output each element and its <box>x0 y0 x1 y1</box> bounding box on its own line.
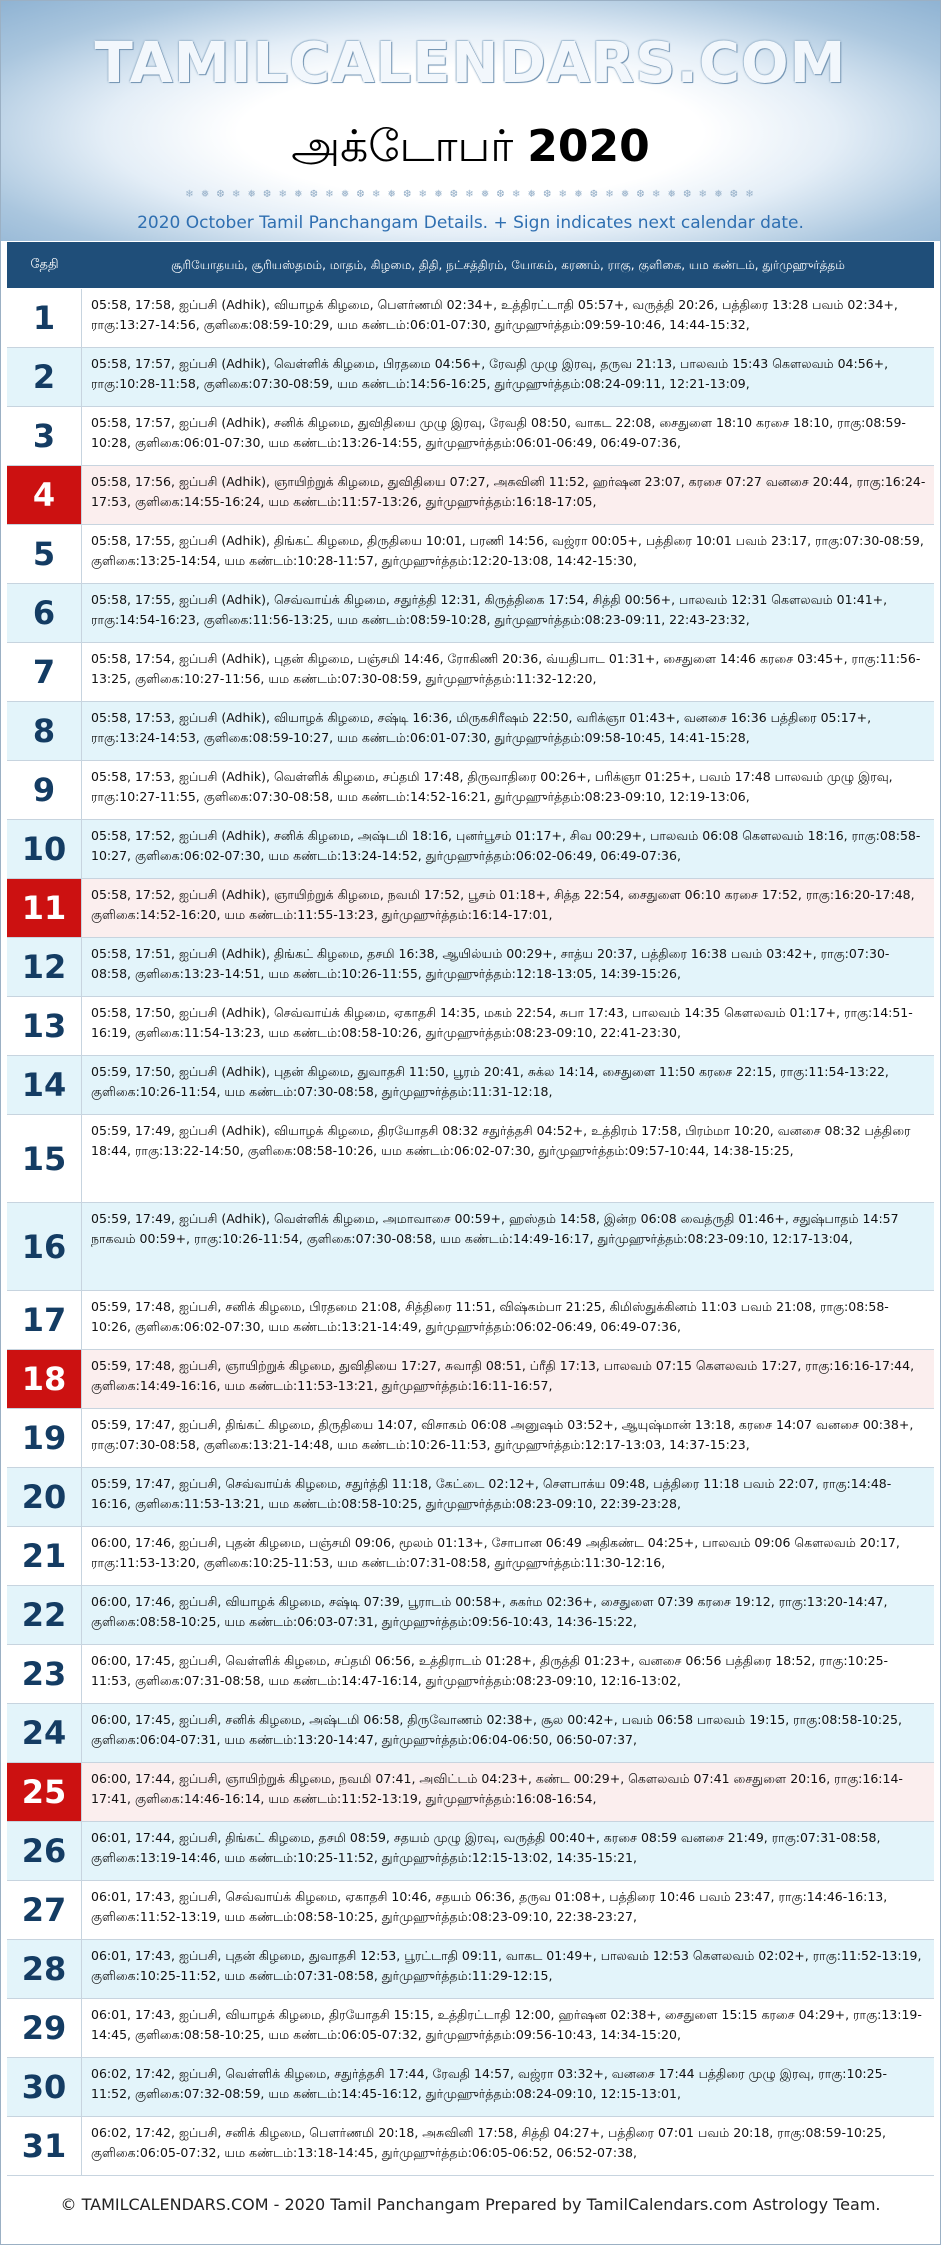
table-row <box>7 1645 934 1704</box>
date-cell: 24 <box>7 1704 82 1762</box>
table-row <box>7 289 934 348</box>
table-row <box>7 1527 934 1586</box>
details-cell: 05:59, 17:49, ஐப்பசி (Adhik), வெள்ளிக் கிழமை, அமாவாசை 00:59+, ஹஸ்தம் 14:58, இன்ற 06:08 வைத்ருதி 01:46+, சதுஷ்பாதம் 14:57 நாகவம் 00:59+, ராகு:10:26-11:54, குளிகை:07:30-08:58, யம கண்டம்:14:49-16:17, துர்முஹுர்த்தம்:08:23-09:10, 12:17-13:04, <box>91 1211 899 1246</box>
column-header-date: தேதி <box>30 257 59 272</box>
details-cell: 06:01, 17:43, ஐப்பசி, செவ்வாய்க் கிழமை, ஏகாதசி 10:46, சதயம் 06:36, தருவ 01:08+, பத்திரை 10:46 பவம் 23:47, ராகு:14:46-16:13, குளிகை:11:52-13:19, யம கண்டம்:08:58-10:25, துர்முஹுர்த்தம்:08:23-09:10, 22:38-23:27, <box>91 1889 888 1924</box>
date-cell: 18 <box>7 1350 82 1408</box>
table-row <box>7 1409 934 1468</box>
table-row <box>7 348 934 407</box>
page-title <box>1 121 940 178</box>
date-cell: 16 <box>7 1203 82 1290</box>
table-row <box>7 1940 934 1999</box>
table-row <box>7 1586 934 1645</box>
details-cell: 05:58, 17:53, ஐப்பசி (Adhik), வியாழக் கிழமை, சஷ்டி 16:36, மிருகசிரீஷம் 22:50, வரிக்ஞா 01:43+, வனசை 16:36 பத்திரை 05:17+, ராகு:13:24-14:53, குளிகை:08:59-10:27, யம கண்டம்:06:01-07:30, துர்முஹுர்த்தம்:09:58-10:45, 14:41-15:28, <box>91 710 872 745</box>
date-cell: 17 <box>7 1291 82 1349</box>
details-cell: 05:58, 17:55, ஐப்பசி (Adhik), செவ்வாய்க் கிழமை, சதுர்த்தி 12:31, கிருத்திகை 17:54, சித்தி 00:56+, பாலவம் 12:31 கௌலவம் 01:41+, ராகு:14:54-16:23, குளிகை:11:56-13:25, யம கண்டம்:08:59-10:28, துர்முஹுர்த்தம்:08:23-09:11, 22:43-23:32, <box>91 592 888 627</box>
date-cell: 13 <box>7 997 82 1055</box>
table-row <box>7 407 934 466</box>
details-cell: 05:58, 17:56, ஐப்பசி (Adhik), ஞாயிற்றுக் கிழமை, துவிதியை 07:27, அசுவினி 11:52, ஹர்ஷன 23:07, கரசை 07:27 வனசை 20:44, ராகு:16:24-17:53, குளிகை:14:55-16:24, யம கண்டம்:11:57-13:26, துர்முஹுர்த்தம்:16:18-17:05, <box>91 474 926 509</box>
details-cell: 05:59, 17:49, ஐப்பசி (Adhik), வியாழக் கிழமை, திரயோதசி 08:32 சதுர்த்தசி 04:52+, உத்திரம் 17:58, பிரம்மா 10:20, வனசை 08:32 பத்திரை 18:44, ராகு:13:22-14:50, குளிகை:08:58-10:26, யம கண்டம்:06:02-07:30, துர்முஹுர்த்தம்:09:57-10:44, 14:38-15:25, <box>91 1123 911 1158</box>
details-cell: 06:00, 17:45, ஐப்பசி, சனிக் கிழமை, அஷ்டமி 06:58, திருவோணம் 02:38+, சூல 00:42+, பவம் 06:58 பாலவம் 19:15, ராகு:08:58-10:25, குளிகை:06:04-07:31, யம கண்டம்:13:20-14:47, துர்முஹுர்த்தம்:06:04-06:50, 06:50-07:37, <box>91 1712 902 1747</box>
date-cell: 30 <box>7 2058 82 2116</box>
date-cell: 6 <box>7 584 82 642</box>
details-cell: 05:59, 17:47, ஐப்பசி, திங்கட் கிழமை, திருதியை 14:07, விசாகம் 06:08 அனுஷம் 03:52+, ஆயுஷ்மான் 13:18, கரசை 14:07 வனசை 00:38+, ராகு:07:30-08:58, குளிகை:13:21-14:48, யம கண்டம்:10:26-11:53, துர்முஹுர்த்தம்:12:17-13:03, 14:37-15:23, <box>91 1417 914 1452</box>
date-cell: 15 <box>7 1115 82 1202</box>
date-cell: 31 <box>7 2117 82 2175</box>
details-cell: 06:00, 17:45, ஐப்பசி, வெள்ளிக் கிழமை, சப்தமி 06:56, உத்திராடம் 01:28+, திருத்தி 01:23+, வனசை 06:56 பத்திரை 18:52, ராகு:10:25-11:53, குளிகை:07:31-08:58, யம கண்டம்:14:47-16:14, துர்முஹுர்த்தம்:08:23-09:10, 12:16-13:02, <box>91 1653 889 1688</box>
table-row <box>7 2117 934 2176</box>
table-row <box>7 1704 934 1763</box>
date-cell: 9 <box>7 761 82 819</box>
date-cell: 11 <box>7 879 82 937</box>
month-name: அக்டோபர் <box>291 121 514 172</box>
table-row <box>7 702 934 761</box>
details-cell: 06:02, 17:42, ஐப்பசி, வெள்ளிக் கிழமை, சதுர்த்தசி 17:44, ரேவதி 14:57, வஜ்ரா 03:32+, வனசை 17:44 பத்திரை முழு இரவு, ராகு:10:25-11:52, குளிகை:07:32-08:59, யம கண்டம்:14:45-16:12, துர்முஹுர்த்தம்:08:24-09:10, 12:15-13:01, <box>91 2066 888 2101</box>
details-cell: 05:58, 17:50, ஐப்பசி (Adhik), செவ்வாய்க் கிழமை, ஏகாதசி 14:35, மகம் 22:54, சுபா 17:43, பாலவம் 14:35 கௌலவம் 01:17+, ராகு:14:51-16:19, குளிகை:11:54-13:23, யம கண்டம்:08:58-10:26, துர்முஹுர்த்தம்:08:23-09:10, 22:41-23:30, <box>91 1005 913 1040</box>
table-row <box>7 1056 934 1115</box>
details-cell: 05:58, 17:54, ஐப்பசி (Adhik), புதன் கிழமை, பஞ்சமி 14:46, ரோகிணி 20:36, வ்யதிபாட 01:31+, சைதுளை 14:46 கரசை 03:45+, ராகு:11:56-13:25, குளிகை:10:27-11:56, யம கண்டம்:07:30-08:59, துர்முஹுர்த்தம்:11:32-12:20, <box>91 651 921 686</box>
table-row <box>7 1115 934 1203</box>
header-banner <box>1 1 940 241</box>
table-row <box>7 761 934 820</box>
date-cell: 26 <box>7 1822 82 1880</box>
table-row <box>7 1881 934 1940</box>
details-cell: 06:00, 17:44, ஐப்பசி, ஞாயிற்றுக் கிழமை, நவமி 07:41, அவிட்டம் 04:23+, கண்ட 00:29+, கௌலவம் 07:41 சைதுளை 20:16, ராகு:16:14-17:41, குளிகை:14:46-16:14, யம கண்டம்:11:52-13:19, துர்முஹுர்த்தம்:16:08-16:54, <box>91 1771 903 1806</box>
footer-copyright: © TAMILCALENDARS.COM - 2020 Tamil Panchangam Prepared by TamilCalendars.com Astrology Team. <box>60 2195 881 2214</box>
date-cell: 28 <box>7 1940 82 1998</box>
date-cell: 10 <box>7 820 82 878</box>
date-cell: 20 <box>7 1468 82 1526</box>
details-cell: 06:01, 17:44, ஐப்பசி, திங்கட் கிழமை, தசமி 08:59, சதயம் முழு இரவு, வருத்தி 00:40+, கரசை 08:59 வனசை 21:49, ராகு:07:31-08:58, குளிகை:13:19-14:46, யம கண்டம்:10:25-11:52, துர்முஹுர்த்தம்:12:15-13:02, 14:35-15:21, <box>91 1830 881 1865</box>
table-row <box>7 879 934 938</box>
details-cell: 05:58, 17:57, ஐப்பசி (Adhik), வெள்ளிக் கிழமை, பிரதமை 04:56+, ரேவதி முழு இரவு, தருவ 21:13, பாலவம் 15:43 கௌலவம் 04:56+, ராகு:10:28-11:58, குளிகை:07:30-08:59, யம கண்டம்:14:56-16:25, துர்முஹுர்த்தம்:08:24-09:11, 12:21-13:09, <box>91 356 889 391</box>
date-cell: 27 <box>7 1881 82 1939</box>
table-row <box>7 584 934 643</box>
date-cell: 5 <box>7 525 82 583</box>
details-cell: 05:59, 17:47, ஐப்பசி, செவ்வாய்க் கிழமை, சதுர்த்தி 11:18, கேட்டை 02:12+, சௌபாக்ய 09:48, பத்திரை 11:18 பவம் 22:07, ராகு:14:48-16:16, குளிகை:11:53-13:21, யம கண்டம்:08:58-10:25, துர்முஹுர்த்தம்:08:23-09:10, 22:39-23:28, <box>91 1476 892 1511</box>
table-row <box>7 997 934 1056</box>
details-cell: 06:02, 17:42, ஐப்பசி, சனிக் கிழமை, பௌர்ணமி 20:18, அசுவினி 17:58, சித்தி 04:27+, பத்திரை 07:01 பவம் 20:18, ராகு:08:59-10:25, குளிகை:06:05-07:32, யம கண்டம்:13:18-14:45, துர்முஹுர்த்தம்:06:05-06:52, 06:52-07:38, <box>91 2125 887 2160</box>
date-cell: 8 <box>7 702 82 760</box>
date-cell: 1 <box>7 289 82 347</box>
date-cell: 7 <box>7 643 82 701</box>
table-header <box>7 242 934 288</box>
page-subtitle: 2020 October Tamil Panchangam Details. + Sign indicates next calendar date. <box>137 213 804 233</box>
table-row <box>7 1999 934 2058</box>
details-cell: 05:58, 17:57, ஐப்பசி (Adhik), சனிக் கிழமை, துவிதியை முழு இரவு, ரேவதி 08:50, வாகட 22:08, சைதுளை 18:10 கரசை 18:10, ராகு:08:59-10:28, குளிகை:06:01-07:30, யம கண்டம்:13:26-14:55, துர்முஹுர்த்தம்:06:01-06:49, 06:49-07:36, <box>91 415 906 450</box>
details-cell: 06:01, 17:43, ஐப்பசி, புதன் கிழமை, துவாதசி 12:53, பூரட்டாதி 09:11, வாகட 01:49+, பாலவம் 12:53 கௌலவம் 02:02+, ராகு:11:52-13:19, குளிகை:10:25-11:52, யம கண்டம்:07:31-08:58, துர்முஹுர்த்தம்:11:29-12:15, <box>91 1948 922 1983</box>
details-cell: 05:58, 17:51, ஐப்பசி (Adhik), திங்கட் கிழமை, தசமி 16:38, ஆயில்யம் 00:29+, சாத்ய 20:37, பத்திரை 16:38 பவம் 03:42+, ராகு:07:30-08:58, குளிகை:13:23-14:51, யம கண்டம்:10:26-11:55, துர்முஹுர்த்தம்:12:18-13:05, 14:39-15:26, <box>91 946 890 981</box>
date-cell: 29 <box>7 1999 82 2057</box>
frost-decoration: ❄ ❅ ❆ ❄ ❅ ❆ ❄ ❅ ❆ ❄ ❅ ❆ ❄ ❅ ❆ ❄ ❅ ❆ ❄ ❅ ❆ ❄ ❅ ❆ ❄ ❅ ❆ ❄ ❅ ❆ ❄ ❅ ❆ ❄ ❅ ❆ ❄ <box>185 189 756 200</box>
table-row <box>7 466 934 525</box>
table-row <box>7 820 934 879</box>
details-cell: 06:01, 17:43, ஐப்பசி, வியாழக் கிழமை, திரயோதசி 15:15, உத்திரட்டாதி 12:00, ஹர்ஷன 02:38+, சைதுளை 15:15 கரசை 04:29+, ராகு:13:19-14:45, குளிகை:08:58-10:25, யம கண்டம்:06:05-07:32, துர்முஹுர்த்தம்:09:56-10:43, 14:34-15:20, <box>91 2007 922 2042</box>
table-row <box>7 643 934 702</box>
details-cell: 05:59, 17:50, ஐப்பசி (Adhik), புதன் கிழமை, துவாதசி 11:50, பூரம் 20:41, சுக்ல 14:14, சைதுளை 11:50 கரசை 22:15, ராகு:11:54-13:22, குளிகை:10:26-11:54, யம கண்டம்:07:30-08:58, துர்முஹுர்த்தம்:11:31-12:18, <box>91 1064 889 1099</box>
details-cell: 05:59, 17:48, ஐப்பசி, சனிக் கிழமை, பிரதமை 21:08, சித்திரை 11:51, விஷ்கம்பா 21:25, கிமிஸ்துக்கினம் 11:03 பவம் 21:08, ராகு:08:58-10:26, குளிகை:06:02-07:30, யம கண்டம்:13:21-14:49, துர்முஹுர்த்தம்:06:02-06:49, 06:49-07:36, <box>91 1299 889 1334</box>
details-cell: 05:59, 17:48, ஐப்பசி, ஞாயிற்றுக் கிழமை, துவிதியை 17:27, சுவாதி 08:51, ப்ரீதி 17:13, பாலவம் 07:15 கௌலவம் 17:27, ராகு:16:16-17:44, குளிகை:14:49-16:16, யம கண்டம்:11:53-13:21, துர்முஹுர்த்தம்:16:11-16:57, <box>91 1358 915 1393</box>
table-row <box>7 525 934 584</box>
details-cell: 05:58, 17:53, ஐப்பசி (Adhik), வெள்ளிக் கிழமை, சப்தமி 17:48, திருவாதிரை 00:26+, பரிக்ஞா 01:25+, பவம் 17:48 பாலவம் முழு இரவு, ராகு:10:27-11:55, குளிகை:07:30-08:58, யம கண்டம்:14:52-16:21, துர்முஹுர்த்தம்:08:23-09:10, 12:19-13:06, <box>91 769 893 804</box>
date-cell: 22 <box>7 1586 82 1644</box>
date-cell: 25 <box>7 1763 82 1821</box>
date-cell: 4 <box>7 466 82 524</box>
table-row <box>7 2058 934 2117</box>
date-cell: 14 <box>7 1056 82 1114</box>
date-cell: 3 <box>7 407 82 465</box>
details-cell: 05:58, 17:55, ஐப்பசி (Adhik), திங்கட் கிழமை, திருதியை 10:01, பரணி 14:56, வஜ்ரா 00:05+, பத்திரை 10:01 பவம் 23:17, ராகு:07:30-08:59, குளிகை:13:25-14:54, யம கண்டம்:10:28-11:57, துர்முஹுர்த்தம்:12:20-13:08, 14:42-15:30, <box>91 533 924 568</box>
details-cell: 06:00, 17:46, ஐப்பசி, புதன் கிழமை, பஞ்சமி 09:06, மூலம் 01:13+, சோபான 06:49 அதிகண்ட 04:25+, பாலவம் 09:06 கௌலவம் 20:17, ராகு:11:53-13:20, குளிகை:10:25-11:53, யம கண்டம்:07:31-08:58, துர்முஹுர்த்தம்:11:30-12:16, <box>91 1535 900 1570</box>
table-row <box>7 1291 934 1350</box>
details-cell: 05:58, 17:52, ஐப்பசி (Adhik), சனிக் கிழமை, அஷ்டமி 18:16, புனர்பூசம் 01:17+, சிவ 00:29+, பாலவம் 06:08 கௌலவம் 18:16, ராகு:08:58-10:27, குளிகை:06:02-07:30, யம கண்டம்:13:24-14:52, துர்முஹுர்த்தம்:06:02-06:49, 06:49-07:36, <box>91 828 921 863</box>
table-row <box>7 1822 934 1881</box>
details-cell: 06:00, 17:46, ஐப்பசி, வியாழக் கிழமை, சஷ்டி 07:39, பூராடம் 00:58+, சுகர்ம 02:36+, சைதுளை 07:39 கரசை 19:12, ராகு:13:20-14:47, குளிகை:08:58-10:25, யம கண்டம்:06:03-07:31, துர்முஹுர்த்தம்:09:56-10:43, 14:36-15:22, <box>91 1594 888 1629</box>
site-logo-title[interactable]: TAMILCALENDARS.COM <box>94 31 847 96</box>
date-cell: 12 <box>7 938 82 996</box>
details-cell: 05:58, 17:58, ஐப்பசி (Adhik), வியாழக் கிழமை, பௌர்ணமி 02:34+, உத்திரட்டாதி 05:57+, வருத்தி 20:26, பத்திரை 13:28 பவம் 02:34+, ராகு:13:27-14:56, குளிகை:08:59-10:29, யம கண்டம்:06:01-07:30, துர்முஹுர்த்தம்:09:59-10:46, 14:44-15:32, <box>91 297 898 332</box>
date-cell: 2 <box>7 348 82 406</box>
table-row <box>7 1763 934 1822</box>
date-cell: 23 <box>7 1645 82 1703</box>
year-label: 2020 <box>527 121 650 172</box>
panchangam-table <box>7 289 934 2176</box>
table-row <box>7 938 934 997</box>
date-cell: 21 <box>7 1527 82 1585</box>
column-header-details: சூரியோதயம், சூரியஸ்தமம், மாதம், கிழமை, திதி, நட்சத்திரம், யோகம், கரணம், ராகு, குளிகை, யம கண்டம், துர்முஹுர்த்தம் <box>171 258 845 272</box>
table-row <box>7 1203 934 1291</box>
table-row <box>7 1350 934 1409</box>
date-cell: 19 <box>7 1409 82 1467</box>
details-cell: 05:58, 17:52, ஐப்பசி (Adhik), ஞாயிற்றுக் கிழமை, நவமி 17:52, பூசம் 01:18+, சித்த 22:54, சைதுளை 06:10 கரசை 17:52, ராகு:16:20-17:48, குளிகை:14:52-16:20, யம கண்டம்:11:55-13:23, துர்முஹுர்த்தம்:16:14-17:01, <box>91 887 915 922</box>
table-row <box>7 1468 934 1527</box>
